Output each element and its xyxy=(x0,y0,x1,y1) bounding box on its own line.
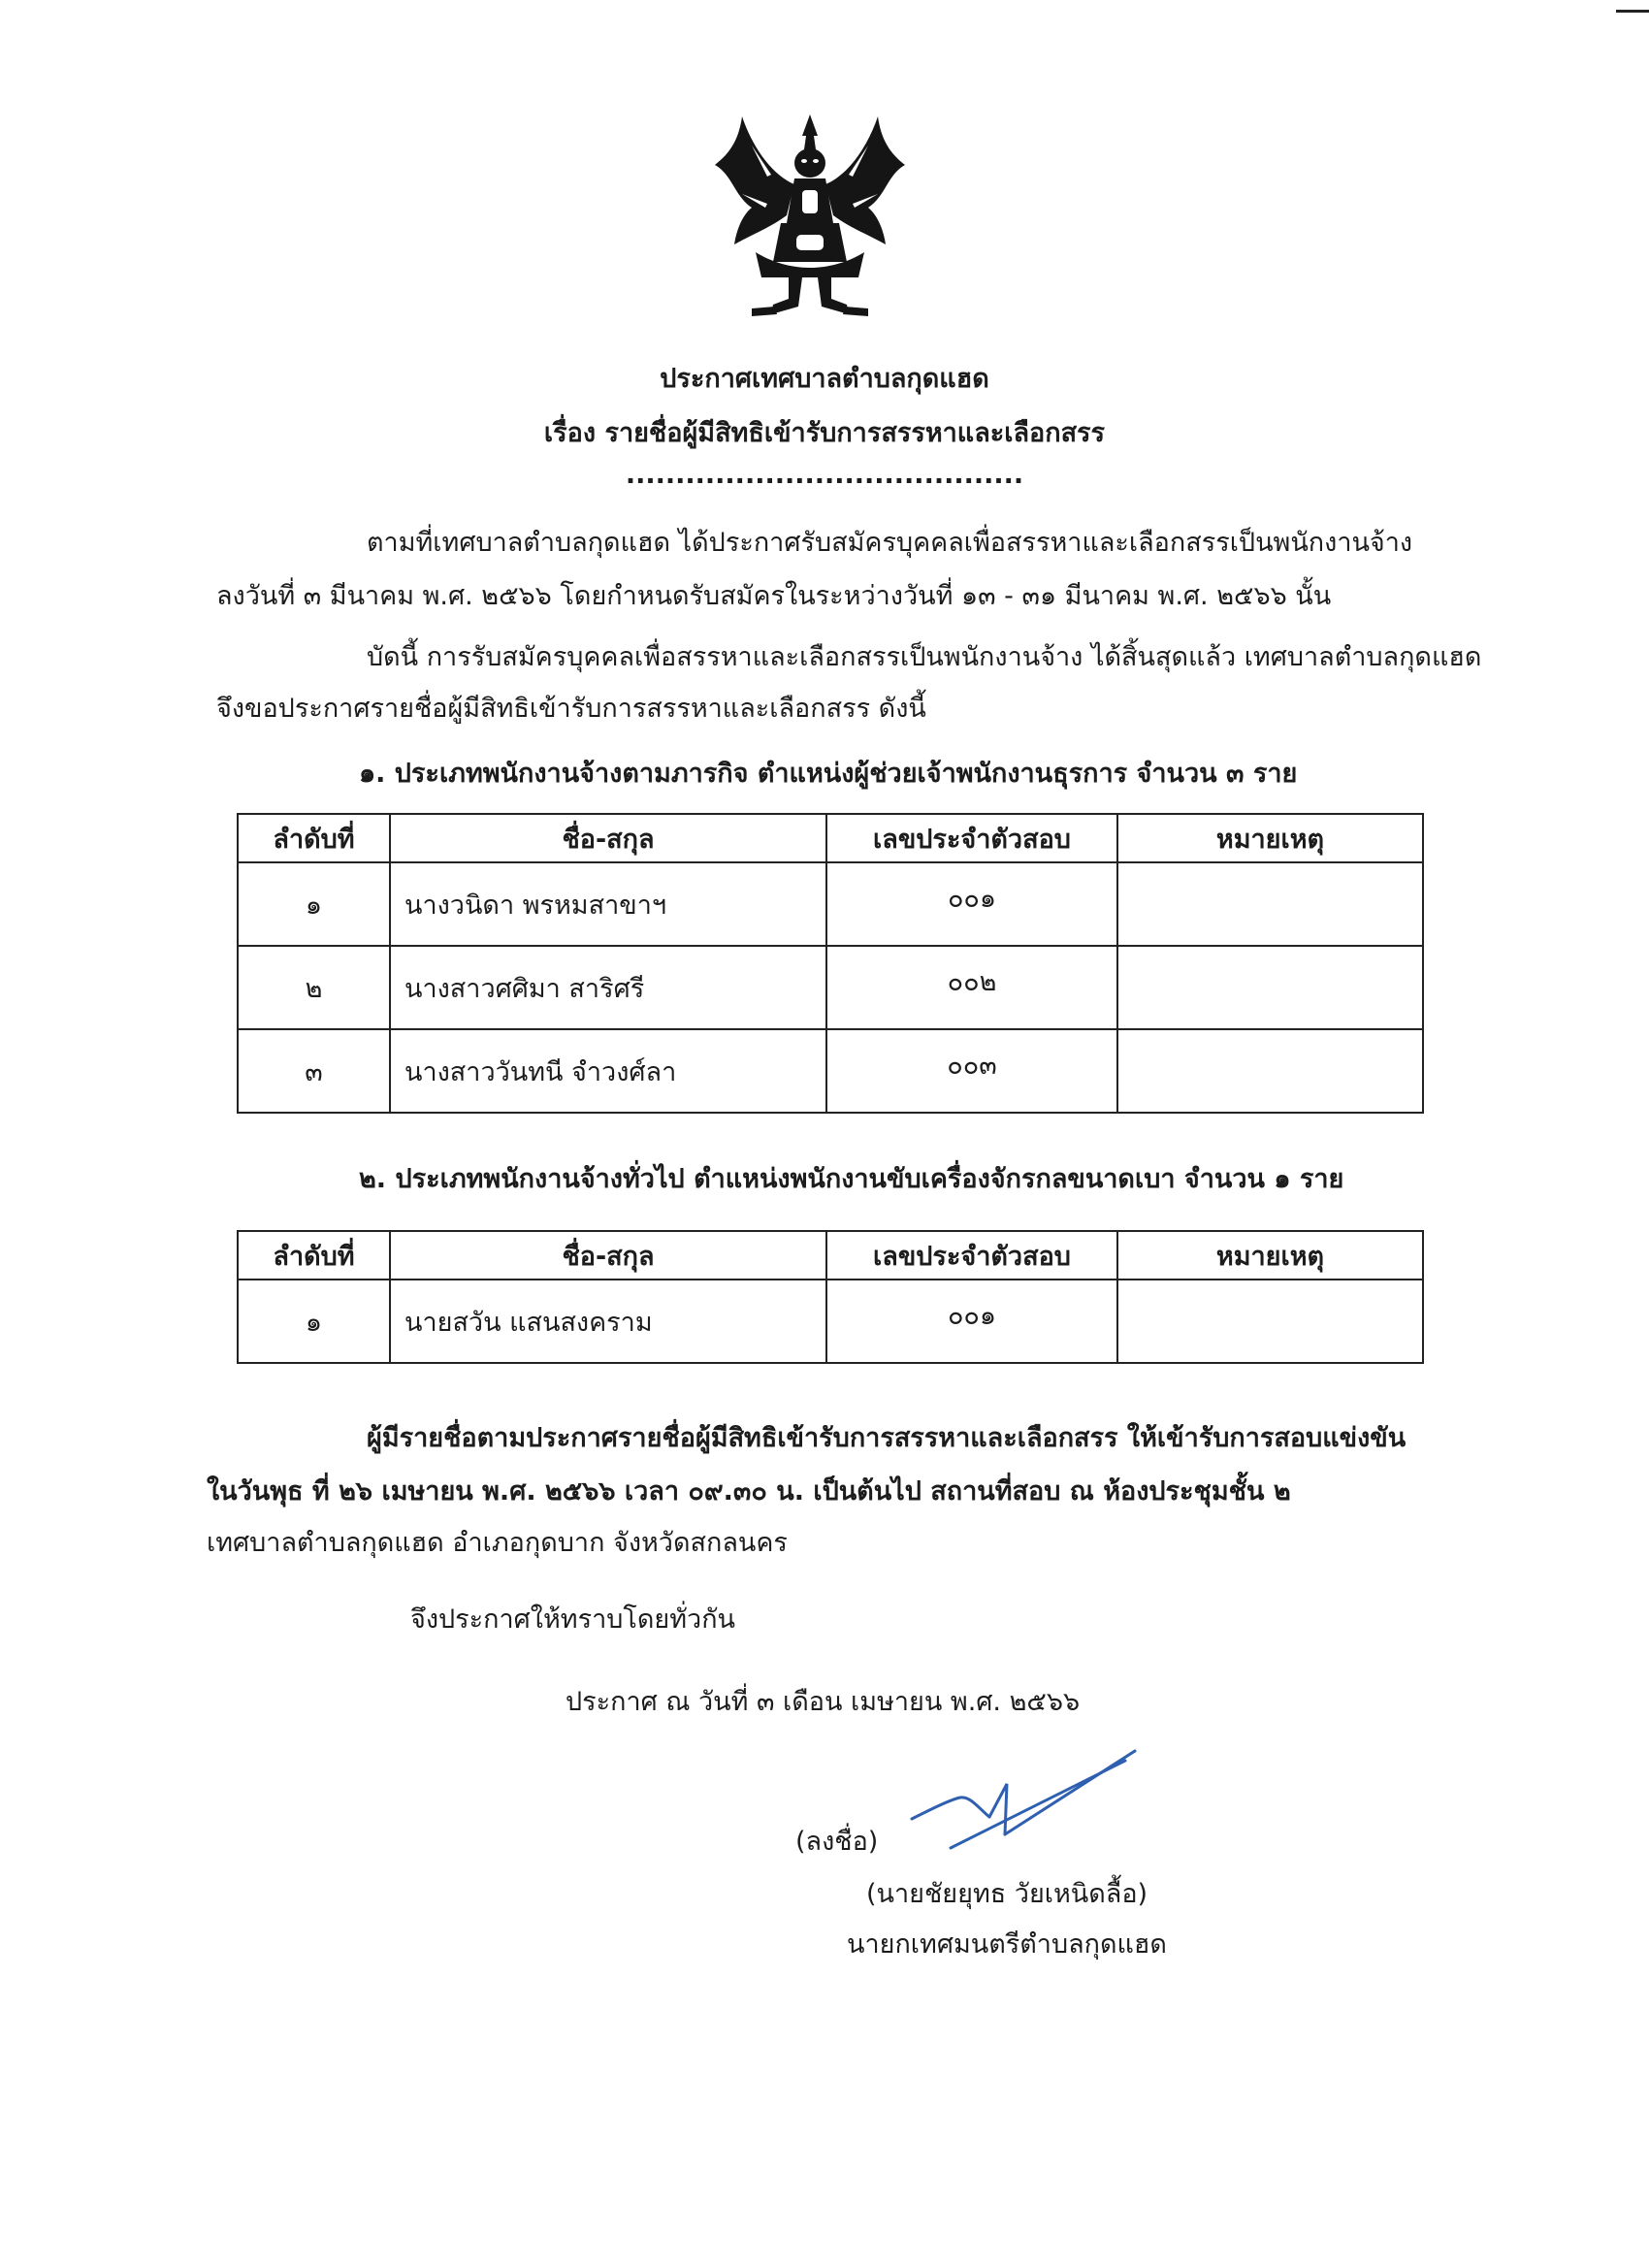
table-header-row xyxy=(238,1231,1423,1280)
column-header-name: ชื่อ-สกุล xyxy=(390,814,826,862)
paragraph-2-line-2: จึงขอประกาศรายชื่อผู้มีสิทธิเข้ารับการสรรหาและเลือกสรร ดังนี้ xyxy=(216,694,926,724)
exam-notice-line-2: ในวันพุธ ที่ ๒๖ เมษายน พ.ศ. ๒๕๖๖ เวลา ๐๙.๓๐ น. เป็นต้นไป สถานที่สอบ ณ ห้องประชุมชั้น ๒ xyxy=(207,1476,1291,1507)
exam-notice-line-3: เทศบาลตำบลกุดแฮด อำเภอกุดบาก จังหวัดสกลนคร xyxy=(207,1528,788,1558)
column-header-order: ลำดับที่ xyxy=(238,1231,390,1280)
cell-order: ๑ xyxy=(238,1280,390,1363)
column-header-exam-id: เลขประจำตัวสอบ xyxy=(826,1231,1117,1280)
exam-notice-line-1: ผู้มีรายชื่อตามประกาศรายชื่อผู้มีสิทธิเข้ารับการสรรหาและเลือกสรร ให้เข้ารับการสอบแข่งขัน xyxy=(367,1423,1406,1453)
column-header-name: ชื่อ-สกุล xyxy=(390,1231,826,1280)
paragraph-2-line-1: บัดนี้ การรับสมัครบุคคลเพื่อสรรหาและเลือกสรรเป็นพนักงานจ้าง ได้สิ้นสุดแล้ว เทศบาลตำบลกุดแฮด xyxy=(367,642,1482,672)
cell-note xyxy=(1117,862,1423,946)
paragraph-1-line-2: ลงวันที่ ๓ มีนาคม พ.ศ. ๒๕๖๖ โดยกำหนดรับสมัครในระหว่างวันที่ ๑๓ - ๓๑ มีนาคม พ.ศ. ๒๕๖๖ นั้น xyxy=(216,581,1332,611)
cell-note xyxy=(1117,1280,1423,1363)
signature-mark-icon xyxy=(892,1741,1164,1858)
cell-note xyxy=(1117,1029,1423,1113)
document-subject: เรื่อง รายชื่อผู้มีสิทธิเข้ารับการสรรหาและเลือกสรร xyxy=(543,418,1106,448)
announcement-date: ประกาศ ณ วันที่ ๓ เดือน เมษายน พ.ศ. ๒๕๖๖ xyxy=(566,1687,1081,1717)
table-row xyxy=(238,1280,1423,1363)
document-title: ประกาศเทศบาลตำบลกุดแฮด xyxy=(660,364,989,394)
cell-name: นางสาวศศิมา สาริศรี xyxy=(390,946,826,1029)
announcement-line: จึงประกาศให้ทราบโดยทั่วกัน xyxy=(410,1604,735,1635)
cell-exam-id: ๐๐๑ xyxy=(826,1280,1117,1363)
cell-exam-id: ๐๐๑ xyxy=(826,862,1117,946)
table-row xyxy=(238,1029,1423,1113)
table-row xyxy=(238,946,1423,1029)
table-header-row xyxy=(238,814,1423,862)
table-row xyxy=(238,862,1423,946)
cell-name: นางวนิดา พรหมสาขาฯ xyxy=(390,862,826,946)
cell-name: นางสาววันทนี จำวงศ์ลา xyxy=(390,1029,826,1113)
column-header-order: ลำดับที่ xyxy=(238,814,390,862)
column-header-exam-id: เลขประจำตัวสอบ xyxy=(826,814,1117,862)
garuda-emblem-icon xyxy=(713,107,907,330)
cell-exam-id: ๐๐๓ xyxy=(826,1029,1117,1113)
column-header-note: หมายเหตุ xyxy=(1117,1231,1423,1280)
corner-mark xyxy=(1616,10,1649,13)
paragraph-1-line-1: ตามที่เทศบาลตำบลกุดแฮด ได้ประกาศรับสมัครบุคคลเพื่อสรรหาและเลือกสรรเป็นพนักงานจ้าง xyxy=(367,528,1413,558)
cell-note xyxy=(1117,946,1423,1029)
column-header-note: หมายเหตุ xyxy=(1117,814,1423,862)
cell-exam-id: ๐๐๒ xyxy=(826,946,1117,1029)
section-2-table xyxy=(237,1230,1424,1364)
cell-name: นายสวัน แสนสงคราม xyxy=(390,1280,826,1363)
section-1-table xyxy=(237,813,1424,1114)
signature-label: (ลงชื่อ) xyxy=(795,1827,879,1857)
signer-title: นายกเทศมนตรีตำบลกุดแฮด xyxy=(847,1929,1167,1960)
cell-order: ๓ xyxy=(238,1029,390,1113)
section-2-heading: ๒. ประเภทพนักงานจ้างทั่วไป ตำแหน่งพนักงานขับเครื่องจักรกลขนาดเบา จำนวน ๑ ราย xyxy=(359,1164,1344,1194)
signer-name: (นายชัยยุทธ วัยเหนิดลื้อ) xyxy=(866,1879,1148,1909)
cell-order: ๒ xyxy=(238,946,390,1029)
title-divider-dots: ........................................ xyxy=(625,460,1024,490)
section-1-heading: ๑. ประเภทพนักงานจ้างตามภารกิจ ตำแหน่งผู้ช่วยเจ้าพนักงานธุรการ จำนวน ๓ ราย xyxy=(359,759,1298,789)
cell-order: ๑ xyxy=(238,862,390,946)
